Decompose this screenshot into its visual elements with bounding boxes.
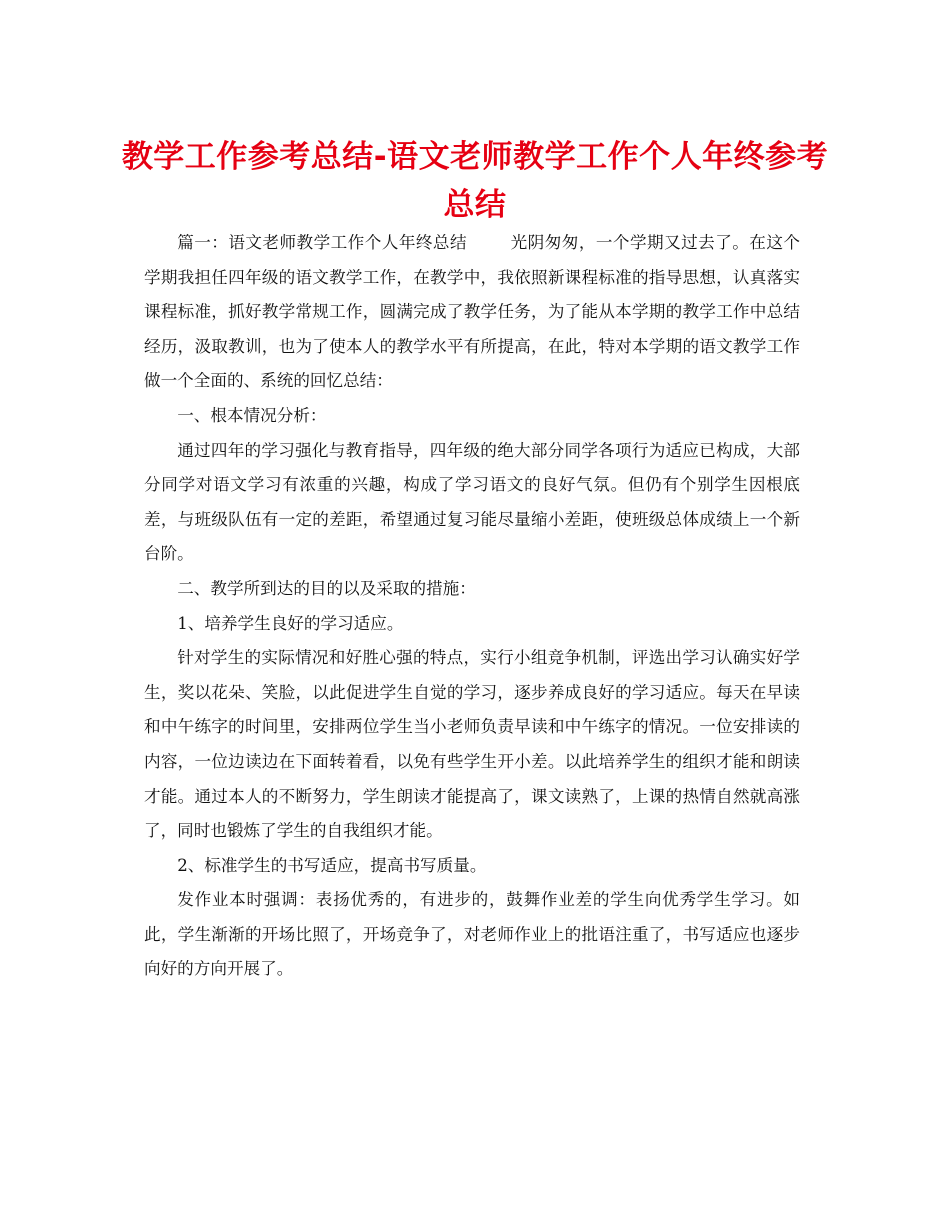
- paragraph-2: 针对学生的实际情况和好胜心强的特点，实行小组竞争机制，评选出学习认确实好学生，奖以花朵、笑脸，以此促进学生自觉的学习，逐步养成良好的学习适应。每天在早读和中午练字的时间里，安排两位学生当小老师负责早读和中午练字的情况。一位安排读的内容，一位边读边在下面转着看，以免有些学生开小差。以此培养学生的组织才能和朗读才能。通过本人的不断努力，学生朗读才能提高了，课文读熟了，上课的热情自然就高涨了，同时也锻炼了学生的自我组织才能。: [144, 648, 800, 841]
- section-heading-2: 二、教学所到达的目的以及采取的措施：: [177, 578, 476, 598]
- subheading-1: 1、培养学生良好的学习适应。: [177, 613, 404, 633]
- document-title: 教学工作参考总结-语文老师教学工作个人年终参考总结: [121, 139, 829, 223]
- paragraph-1: 通过四年的学习强化与教育指导，四年级的绝大部分同学各项行为适应已构成，大部分同学对语文学习有浓重的兴趣，构成了学习语文的良好气氛。但仍有个别学生因根底差，与班级队伍有一定的差距，希望通过复习能尽量缩小差距，使班级总体成绩上一个新台阶。: [144, 440, 800, 564]
- document-body: [144, 226, 800, 987]
- subheading-2: 2、标准学生的书写适应，提高书写质量。: [177, 855, 487, 875]
- section-heading-1: 一、根本情况分析：: [177, 405, 327, 425]
- paragraph-3: 发作业本时强调：表扬优秀的，有进步的，鼓舞作业差的学生向优秀学生学习。如此，学生渐渐的开场比照了，开场竞争了，对老师作业上的批语注重了，书写适应也逐步向好的方向开展了。: [144, 890, 800, 979]
- intro-text: 光阴匆匆，一个学期又过去了。在这个学期我担任四年级的语文教学工作，在教学中，我依照新课程标准的指导思想，认真落实课程标准，抓好教学常规工作，圆满完成了教学任务，为了能从本学期的教学工作中总结经历，汲取教训，也为了使本人的教学水平有所提高，在此，特对本学期的语文教学工作做一个全面的、系统的回忆总结：: [144, 233, 800, 391]
- intro-label: 篇一：语文老师教学工作个人年终总结: [177, 233, 468, 252]
- intro-paragraph: [144, 226, 800, 399]
